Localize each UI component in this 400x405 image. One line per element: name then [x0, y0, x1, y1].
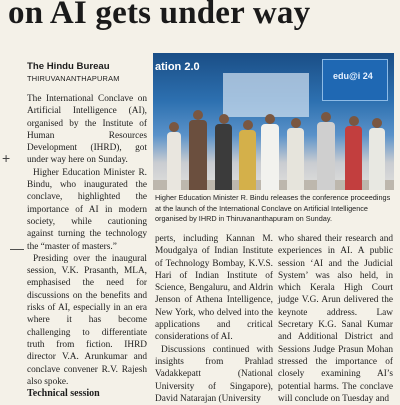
paragraph: Higher Education Minister R. Bindu, who inaugurated the conclave, highlighted the importance of AI in modern society, while cautioning against turning the technology the “master of masters.”: [27, 167, 147, 252]
photo-person: [345, 116, 362, 190]
byline-place: THIRUVANANTHAPURAM: [27, 74, 120, 83]
photo-person: [167, 122, 181, 190]
news-photo: [153, 53, 394, 190]
paragraph: Presiding over the inaugural session, V.K. Prasanth, MLA, emphasised the need for discussions on the benefits and risks of AI, especially in an era where it has become challenging to differentiate truth from fiction. IHRD director V.A. Arunkumar and conclave convener R.V. Rajesh also spoke.: [27, 253, 147, 387]
photo-person: [369, 118, 385, 190]
photo-banner-right: [322, 59, 388, 101]
paragraph: who shared their research and experiences in AI. A public session ‘AI and the Judicial System’ was also held, in which Kerala High Court judge V.G. Arun delivered the keynote address. Law Secretary K.G. Sanal Kumar and Additional District and Sessions Judge Prasun Mohan stressed the importance of closely examining AI’s potential harms. The conclave will conclude on Tuesday and: [278, 234, 393, 404]
photo-person: [317, 112, 335, 190]
photo-banner-right-text: edu@i 24: [333, 71, 373, 81]
photo-person: [239, 120, 256, 190]
byline: [27, 60, 147, 85]
margin-mark: —: [10, 240, 24, 256]
paragraph: perts, including Kannan M. Moudgalya of Indian Institute of Technology Bombay, K.V.S. Hari of Indian Institute of Science, Bengaluru, and Aldrin Jenson of Athena Intelligence, New York, who delved into the applications and critical considerations of AI.: [155, 234, 273, 343]
article-column-1: [27, 93, 147, 388]
paragraph: The International Conclave on Artificial Intelligence (AI), organised by the Institute of Human Resources Development (IHRD), got under way here on Sunday.: [27, 94, 147, 166]
paragraph: Discussions continued with insights from Prahlad Vadakkepatt (National University of Singapore), David Natarajan (University: [155, 344, 273, 404]
photo-person: [189, 110, 207, 190]
margin-mark: +: [2, 150, 11, 166]
headline: on AI gets under way: [8, 0, 311, 31]
article-column-3: [278, 233, 393, 405]
photo-person: [215, 114, 232, 190]
subhead: Technical session: [27, 388, 100, 399]
photo-caption: Higher Education Minister R. Bindu releases the conference proceedings at the launch of the International Conclave on Artificial Intelligence organised by IHRD in Thiruvananthapuram on Sunday.: [155, 193, 391, 223]
photo-person: [287, 118, 304, 190]
byline-bureau: The Hindu Bureau: [27, 61, 110, 72]
photo-screen: [223, 73, 309, 117]
article-column-2: [155, 233, 273, 405]
photo-banner-left: ation 2.0: [155, 61, 200, 73]
photo-person: [261, 114, 279, 190]
